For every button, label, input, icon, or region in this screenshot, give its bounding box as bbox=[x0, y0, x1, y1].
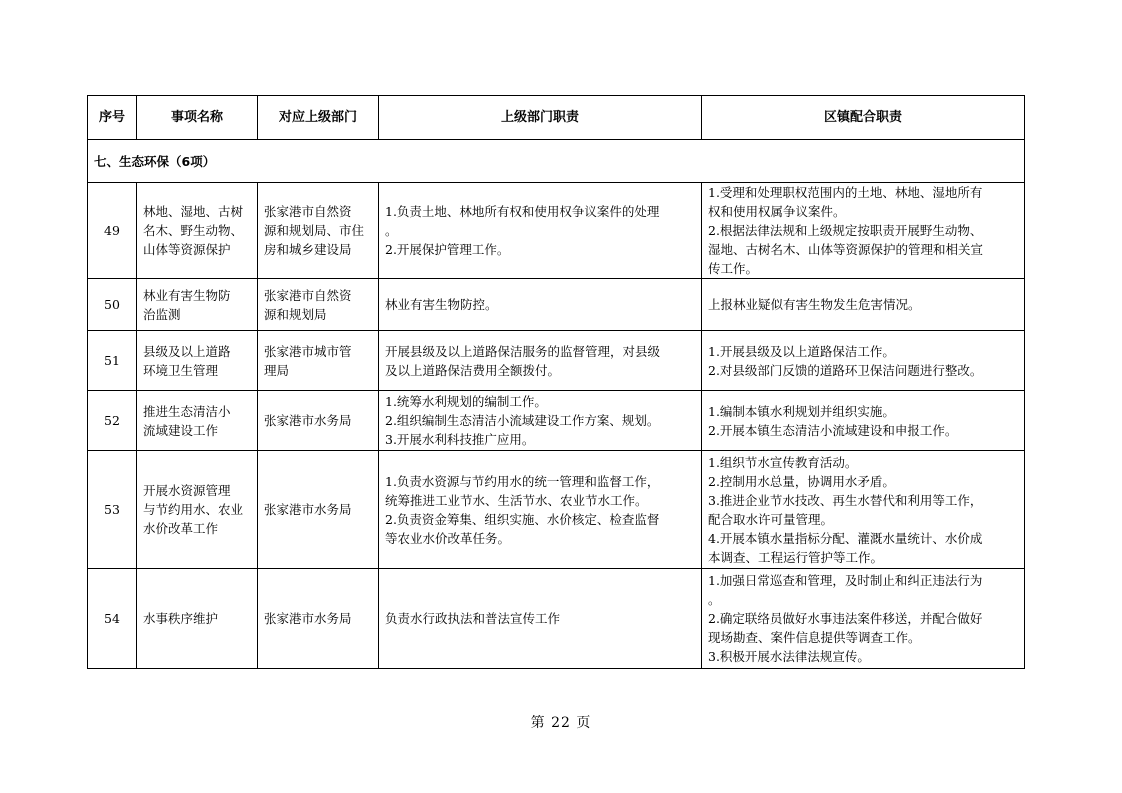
row-town-duty bbox=[702, 331, 1025, 391]
row-item-name bbox=[137, 331, 258, 391]
row-upper-dept bbox=[258, 279, 379, 331]
row-town-duty-line: 湿地、古树名木、山体等资源保护的管理和相关宣 bbox=[708, 242, 984, 257]
table-row bbox=[88, 569, 1025, 669]
row-town-duty-line: 1.组织节水宣传教育活动。 bbox=[708, 454, 858, 470]
row-town-duty-line: 1.编制本镇水利规划并组织实施。 bbox=[708, 403, 895, 419]
row-seq: 53 bbox=[88, 451, 137, 569]
row-item-name-line: 开展水资源管理 bbox=[143, 483, 231, 498]
row-town-duty-line: 1.受理和处理职权范围内的土地、林地、湿地所有 bbox=[708, 185, 983, 200]
page-number: 22 bbox=[551, 715, 571, 731]
row-item-name bbox=[137, 569, 258, 669]
row-seq: 49 bbox=[88, 183, 137, 279]
section-title: 七、生态环保（6项） bbox=[88, 140, 1025, 183]
row-town-duty-line: 2.根据法律法规和上级规定按职责开展野生动物、 bbox=[708, 223, 983, 238]
header-seq: 序号 bbox=[88, 96, 137, 140]
row-upper-duty-line: 1.负责水资源与节约用水的统一管理和监督工作， bbox=[385, 473, 660, 489]
row-town-duty bbox=[702, 183, 1025, 279]
row-item-name-line: 名木、野生动物、 bbox=[143, 223, 244, 238]
row-town-duty-line: 4.开展本镇水量指标分配、灌溉水量统计、水价成 bbox=[708, 530, 983, 546]
row-seq: 54 bbox=[88, 569, 137, 669]
row-item-name-line: 环境卫生管理 bbox=[143, 362, 219, 378]
row-town-duty-line: 3.推进企业节水技改、再生水替代和利用等工作， bbox=[708, 492, 983, 508]
row-item-name bbox=[137, 391, 258, 451]
row-town-duty-line: 1.加强日常巡查和管理，及时制止和纠正违法行为 bbox=[708, 573, 983, 588]
row-item-name-line: 县级及以上道路 bbox=[143, 343, 231, 359]
row-upper-dept-line: 张家港市城市管 bbox=[264, 343, 352, 359]
row-town-duty bbox=[702, 569, 1025, 669]
row-seq: 51 bbox=[88, 331, 137, 391]
row-upper-dept bbox=[258, 183, 379, 279]
page-footer bbox=[0, 712, 1122, 732]
row-upper-duty-line: 2.开展保护管理工作。 bbox=[385, 242, 510, 257]
row-town-duty-line: 3.积极开展水法律法规宣传。 bbox=[708, 649, 870, 664]
row-upper-duty bbox=[379, 183, 702, 279]
table-row bbox=[88, 331, 1025, 391]
row-item-name-line: 流域建设工作 bbox=[143, 422, 219, 438]
footer-suffix: 页 bbox=[576, 715, 592, 731]
row-item-name-line: 水价改革工作 bbox=[143, 521, 219, 536]
row-town-duty bbox=[702, 279, 1025, 331]
row-town-duty-line: 传工作。 bbox=[708, 261, 759, 276]
row-item-name-line: 推进生态清洁小 bbox=[143, 403, 231, 419]
row-upper-duty bbox=[379, 331, 702, 391]
row-town-duty-line: 2.控制用水总量，协调用水矛盾。 bbox=[708, 473, 895, 489]
row-upper-duty bbox=[379, 451, 702, 569]
row-upper-dept-line: 张家港市水务局 bbox=[264, 611, 352, 626]
table-header-row bbox=[88, 96, 1025, 140]
row-seq: 50 bbox=[88, 279, 137, 331]
row-upper-duty-line: 2.负责资金筹集、组织实施、水价核定、检查监督 bbox=[385, 511, 660, 527]
row-upper-dept-line: 源和规划局、市住 bbox=[264, 223, 365, 238]
row-upper-duty-line: 开展县级及以上道路保洁服务的监督管理，对县级 bbox=[385, 343, 661, 359]
row-item-name-line: 水事秩序维护 bbox=[143, 611, 219, 626]
row-upper-dept-line: 张家港市自然资 bbox=[264, 287, 352, 303]
row-upper-dept-line: 张家港市自然资 bbox=[264, 204, 352, 219]
row-town-duty-line: 2.开展本镇生态清洁小流域建设和申报工作。 bbox=[708, 422, 958, 438]
row-upper-duty-line: 统筹推进工业节水、生活节水、农业节水工作。 bbox=[385, 492, 648, 508]
row-upper-duty-line: 。 bbox=[385, 223, 398, 238]
row-upper-dept-line: 房和城乡建设局 bbox=[264, 242, 352, 257]
row-upper-dept bbox=[258, 451, 379, 569]
row-item-name-line: 治监测 bbox=[143, 306, 181, 322]
row-upper-duty-line: 1.统筹水利规划的编制工作。 bbox=[385, 394, 547, 409]
section-row bbox=[88, 140, 1025, 183]
row-upper-duty-line: 2.组织编制生态清洁小流域建设工作方案、规划。 bbox=[385, 413, 660, 428]
row-upper-duty-line: 3.开展水利科技推广应用。 bbox=[385, 432, 535, 447]
duties-table bbox=[87, 95, 1025, 669]
row-town-duty bbox=[702, 391, 1025, 451]
row-upper-dept-line: 张家港市水务局 bbox=[264, 413, 352, 428]
row-town-duty-line: 配合取水许可量管理。 bbox=[708, 511, 834, 527]
header-town-duty: 区镇配合职责 bbox=[702, 96, 1025, 140]
header-upper-duty: 上级部门职责 bbox=[379, 96, 702, 140]
row-upper-duty-line: 等农业水价改革任务。 bbox=[385, 530, 511, 546]
row-upper-duty-line: 及以上道路保洁费用全额拨付。 bbox=[385, 362, 561, 378]
row-town-duty-line: 。 bbox=[708, 592, 721, 607]
row-town-duty-line: 2.对县级部门反馈的道路环卫保洁问题进行整改。 bbox=[708, 362, 983, 378]
row-upper-dept bbox=[258, 569, 379, 669]
row-upper-duty-line: 林业有害生物防控。 bbox=[385, 297, 498, 312]
row-upper-duty bbox=[379, 569, 702, 669]
row-item-name bbox=[137, 183, 258, 279]
row-town-duty bbox=[702, 451, 1025, 569]
row-town-duty-line: 权和使用权属争议案件。 bbox=[708, 204, 846, 219]
table-row bbox=[88, 391, 1025, 451]
row-town-duty-line: 2.确定联络员做好水事违法案件移送，并配合做好 bbox=[708, 611, 983, 626]
row-town-duty-line: 1.开展县级及以上道路保洁工作。 bbox=[708, 343, 895, 359]
row-seq: 52 bbox=[88, 391, 137, 451]
row-upper-duty-line: 1.负责土地、林地所有权和使用权争议案件的处理 bbox=[385, 204, 660, 219]
row-town-duty-line: 现场勘查、案件信息提供等调查工作。 bbox=[708, 630, 921, 645]
row-item-name-line: 与节约用水、农业 bbox=[143, 502, 244, 517]
table-row bbox=[88, 451, 1025, 569]
row-item-name-line: 林地、湿地、古树 bbox=[143, 204, 244, 219]
row-town-duty-line: 上报林业疑似有害生物发生危害情况。 bbox=[708, 297, 921, 312]
row-upper-dept-line: 张家港市水务局 bbox=[264, 502, 352, 517]
row-upper-duty bbox=[379, 391, 702, 451]
row-item-name bbox=[137, 451, 258, 569]
header-item-name: 事项名称 bbox=[137, 96, 258, 140]
row-item-name-line: 林业有害生物防 bbox=[143, 287, 231, 303]
header-upper-dept: 对应上级部门 bbox=[258, 96, 379, 140]
table-row bbox=[88, 183, 1025, 279]
row-upper-dept-line: 源和规划局 bbox=[264, 306, 327, 322]
row-item-name bbox=[137, 279, 258, 331]
row-upper-duty-line: 负责水行政执法和普法宣传工作 bbox=[385, 611, 561, 626]
table-row bbox=[88, 279, 1025, 331]
row-town-duty-line: 本调查、工程运行管护等工作。 bbox=[708, 549, 884, 565]
row-upper-duty bbox=[379, 279, 702, 331]
footer-prefix: 第 bbox=[530, 715, 546, 731]
row-upper-dept bbox=[258, 331, 379, 391]
row-upper-dept-line: 理局 bbox=[264, 362, 290, 378]
row-item-name-line: 山体等资源保护 bbox=[143, 242, 231, 257]
row-upper-dept bbox=[258, 391, 379, 451]
